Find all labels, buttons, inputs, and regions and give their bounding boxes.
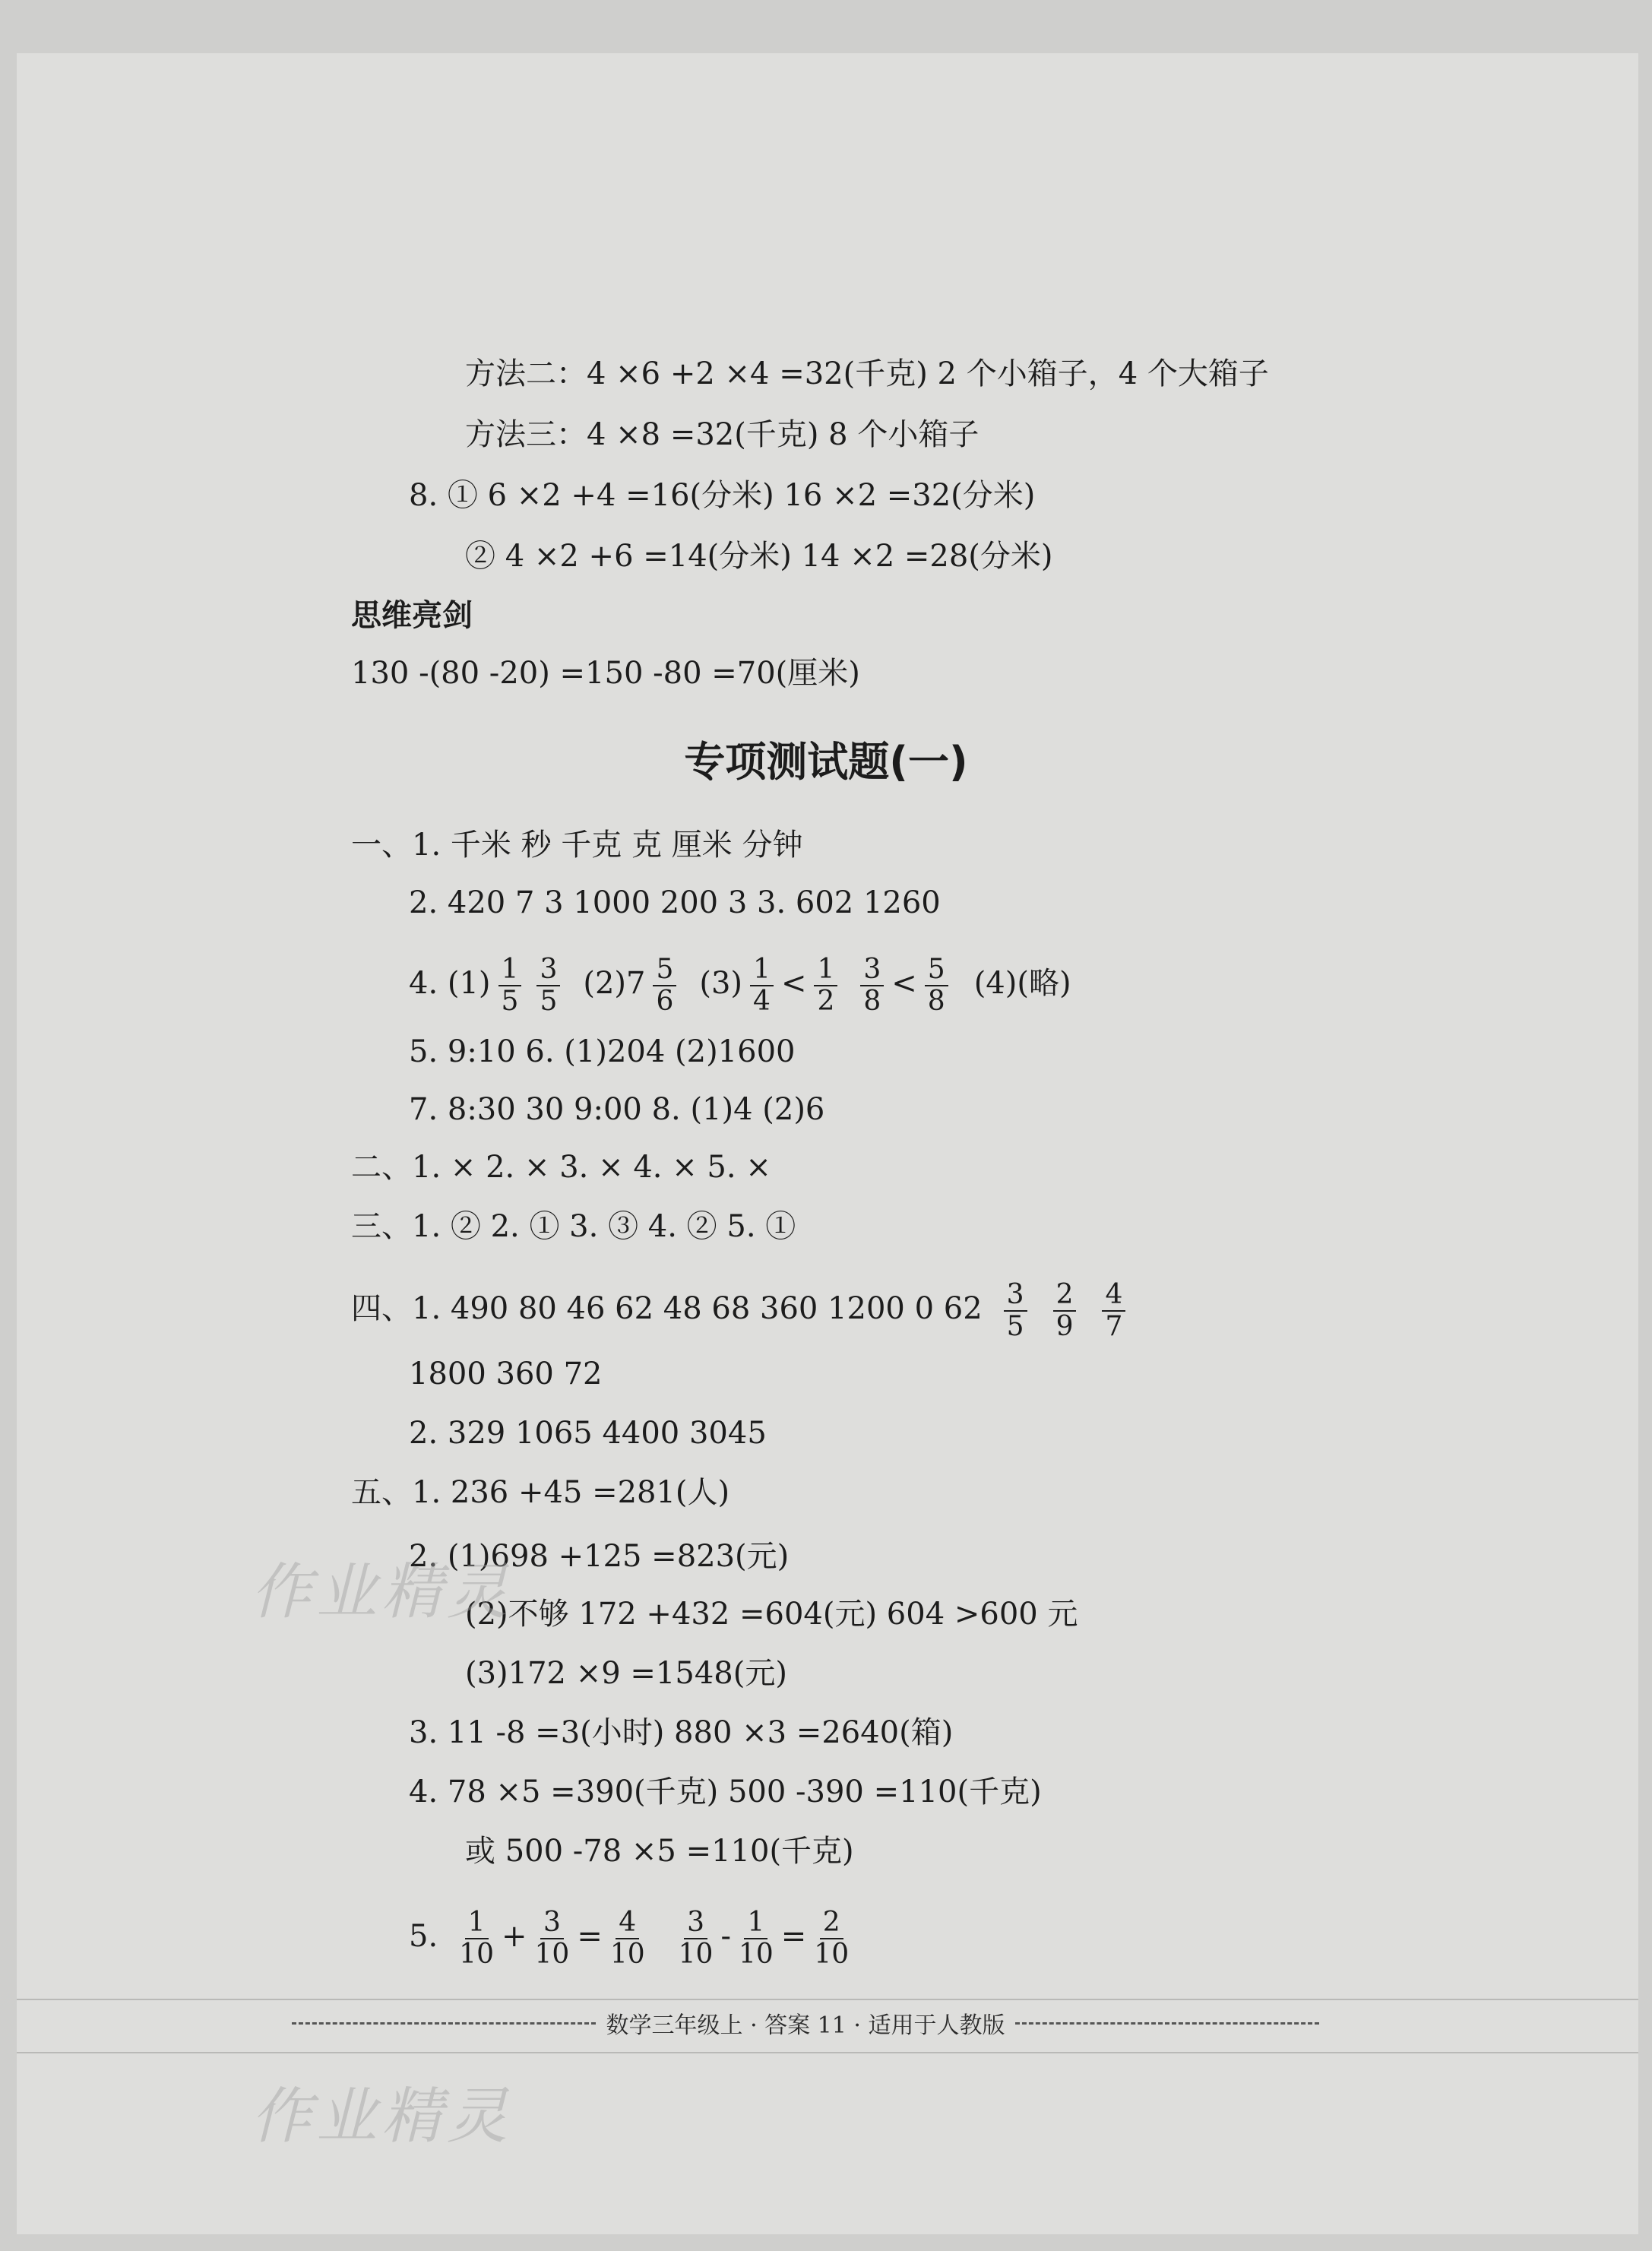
text-line: 2. (1)698 +125 =823(元) bbox=[409, 1539, 790, 1574]
text-line: 8. ① 6 ×2 +4 =16(分米) 16 ×2 =32(分米) bbox=[409, 478, 1036, 513]
fraction: $\frac{3}{10}$ bbox=[534, 1907, 570, 1970]
text-line: 4. 78 ×5 =390(千克) 500 -390 =110(千克) bbox=[409, 1775, 1042, 1809]
text-line: 1800 360 72 bbox=[409, 1357, 603, 1391]
text-line: 7. 8:30 30 9:00 8. (1)4 (2)6 bbox=[409, 1092, 825, 1127]
fraction-line: 5. $\frac{1}{10}$ + $\frac{3}{10}$ = $\frac{4}{10}$ $\frac{3}{10}$ - $\frac{1}{10}$ = $\frac{2}{10}$ bbox=[409, 1907, 850, 1970]
watermark: 作业精灵 bbox=[251, 2081, 512, 2151]
text-line: 5. 9:10 6. (1)204 (2)1600 bbox=[409, 1034, 796, 1069]
fraction: $\frac{4}{7}$ bbox=[1102, 1280, 1125, 1342]
text-line: 或 500 -78 ×5 =110(千克) bbox=[465, 1834, 854, 1869]
fraction: $\frac{1}{10}$ bbox=[738, 1907, 774, 1970]
fraction: $\frac{2}{9}$ bbox=[1053, 1280, 1077, 1342]
text-line: 方法二：4 ×6 +2 ×4 =32(千克) 2 个小箱子，4 个大箱子 bbox=[465, 356, 1269, 391]
fraction: $\frac{3}{5}$ bbox=[536, 955, 560, 1017]
footer-dash-right bbox=[1015, 2022, 1319, 2025]
fraction: $\frac{3}{5}$ bbox=[1004, 1280, 1027, 1342]
fraction: $\frac{1}{2}$ bbox=[814, 955, 837, 1017]
fraction-line: 4. (1) $\frac{1}{5}$ $\frac{3}{5}$ (2)7 $\frac{5}{6}$ (3) $\frac{1}{4}$ < $\frac{1}{2}$ $\frac{3}{8}$ < $\frac{5}{8}$ (4)(略) bbox=[409, 954, 1071, 1017]
fraction: $\frac{3}{8}$ bbox=[860, 955, 884, 1017]
divider bbox=[17, 2052, 1638, 2053]
text-line: 130 -(80 -20) =150 -80 =70(厘米) bbox=[351, 656, 860, 691]
footer-dash-left bbox=[292, 2022, 596, 2025]
text-line: ② 4 ×2 +6 =14(分米) 14 ×2 =28(分米) bbox=[465, 539, 1053, 574]
text-line: 二、1. × 2. × 3. × 4. × 5. × bbox=[351, 1150, 771, 1185]
fraction: $\frac{5}{6}$ bbox=[653, 955, 676, 1017]
fraction: $\frac{1}{10}$ bbox=[459, 1907, 494, 1970]
text-line: 2. 420 7 3 1000 200 3 3. 602 1260 bbox=[409, 885, 941, 920]
page-footer bbox=[281, 2006, 1330, 2040]
text-line: (2)不够 172 +432 =604(元) 604 >600 元 bbox=[465, 1597, 1078, 1632]
watermark: 作业精灵 bbox=[251, 1556, 512, 1627]
fraction: $\frac{5}{8}$ bbox=[925, 955, 948, 1017]
fraction: $\frac{3}{10}$ bbox=[678, 1907, 714, 1970]
fraction: $\frac{4}{10}$ bbox=[609, 1907, 645, 1970]
text-line: 三、1. ② 2. ① 3. ③ 4. ② 5. ① bbox=[351, 1209, 796, 1244]
text-line: 3. 11 -8 =3(小时) 880 ×3 =2640(箱) bbox=[409, 1715, 954, 1750]
text-line: (3)172 ×9 =1548(元) bbox=[465, 1656, 787, 1691]
footer-text: 数学三年级上 · 答案 11 · 适用于人教版 bbox=[606, 2012, 1005, 2039]
fraction: $\frac{1}{5}$ bbox=[498, 955, 522, 1017]
fraction: $\frac{2}{10}$ bbox=[814, 1907, 850, 1970]
section-heading: 思维亮剑 bbox=[351, 598, 473, 633]
divider bbox=[17, 1999, 1638, 2000]
page-title: 专项测试题(一) bbox=[684, 738, 968, 786]
text-line: 2. 329 1065 4400 3045 bbox=[409, 1416, 767, 1451]
text-line: 一、1. 千米 秒 千克 克 厘米 分钟 bbox=[351, 828, 803, 863]
text-line: 五、1. 236 +45 =281(人) bbox=[351, 1475, 730, 1510]
text-line: 方法三：4 ×8 =32(千克) 8 个小箱子 bbox=[465, 417, 979, 452]
fraction-line: 四、1. 490 80 46 62 48 68 360 1200 0 62 $\frac{3}{5}$ $\frac{2}{9}$ $\frac{4}{7}$ bbox=[351, 1280, 1133, 1342]
fraction: $\frac{1}{4}$ bbox=[750, 955, 774, 1017]
